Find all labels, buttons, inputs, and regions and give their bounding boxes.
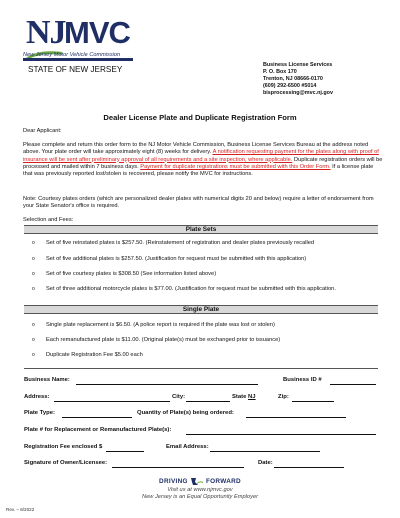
selection-label: Selection and Fees: — [23, 217, 74, 223]
business-id-field[interactable] — [330, 384, 376, 385]
option-label: Set of five courtesy plates is $308.50 (See information listed above) — [46, 271, 217, 277]
option-label: Set of five additional plates is $257.50. (Justification for request must be submitted with this application) — [46, 256, 307, 262]
forward-text: FORWARD — [205, 478, 241, 486]
intro-text-1: Please complete and return this order form to the NJ Motor Vehicle Commission, Business License Services Bureau at the address noted above. Your plate order will take approximately eight (8) weeks for delivery. — [23, 142, 369, 156]
plate-type-label: Plate Type: — [24, 410, 55, 416]
quantity-field[interactable] — [246, 417, 346, 418]
zip-label: Zip: — [278, 394, 289, 400]
plate-sets-heading: Plate Sets — [24, 225, 378, 234]
address-email: bisprocessing@mvc.nj.gov — [263, 90, 333, 96]
email-label: Email Address: — [166, 444, 209, 450]
option-label: Set of three additional motorcycle plates is $77.00. (Justification for request must be submitted with this application. — [46, 286, 336, 292]
intro-text-3: If a license plate that was previously reported lost/stolen is recovered, please notify the MVC for instructions. — [23, 163, 374, 178]
courtesy-note: Note: Courtesy plates orders (which are personalized dealer plates with numerical digits 20 and below) require a letter of endorsement from your State Senator's office is required. — [23, 196, 374, 210]
city-field[interactable] — [186, 401, 230, 402]
signature-label: Signature of Owner/Licensee: — [24, 460, 108, 466]
plate-type-field[interactable] — [62, 417, 132, 418]
plate-set-option[interactable] — [32, 240, 382, 247]
address-label: Address: — [24, 394, 50, 400]
address-dept: Business License Services — [263, 62, 333, 68]
option-bullet-icon: o — [32, 322, 35, 328]
plate-replacement-label: Plate # for Replacement or Remanufactured Plate(s): — [24, 427, 172, 433]
logo-nj-text: NJ — [26, 14, 66, 51]
footer-eoe: New Jersey is an Equal Opportunity Employer — [141, 494, 258, 500]
plate-set-option[interactable] — [32, 271, 382, 278]
logo-underline — [23, 58, 133, 61]
address-field[interactable] — [54, 401, 170, 402]
fee-enclosed-field[interactable] — [106, 451, 144, 452]
signature-field[interactable] — [112, 467, 244, 468]
single-plate-option[interactable] — [32, 337, 382, 344]
section-divider — [24, 368, 378, 369]
driving-text: DRIVING — [159, 478, 188, 486]
option-bullet-icon: o — [32, 337, 35, 343]
option-bullet-icon: o — [32, 352, 35, 358]
revision-date: Rev. – 6/2022 — [6, 507, 35, 512]
option-label: Each remanufactured plate is $11.00. (Original plate(s) must be exchanged prior to issuance) — [46, 337, 281, 343]
intro-paragraph — [23, 142, 383, 178]
business-name-field[interactable] — [76, 384, 258, 385]
option-bullet-icon: o — [32, 286, 35, 292]
email-field[interactable] — [210, 451, 320, 452]
form-title: Dealer License Plate and Duplicate Registration Form — [103, 113, 297, 122]
single-plate-option[interactable] — [32, 322, 382, 329]
option-label: Set of five reinstated plates is $257.50. (Reinstatement of registration and dealer plates previously recalled — [46, 240, 315, 246]
state-label-text: State — [232, 394, 247, 400]
intro-red-notice-2: Payment for duplicate registrations must be submitted with this Order Form. — [140, 163, 331, 170]
zip-field[interactable] — [292, 401, 334, 402]
intro-red-notice-1: A notification requesting payment for the plates along with proof of insurance will be sent after preliminary approval of all requirements and a site inspection, where applicable. — [23, 149, 379, 163]
state-value: NJ — [248, 394, 256, 400]
option-bullet-icon: o — [32, 256, 35, 262]
city-label: City: — [172, 394, 186, 400]
driving-forward-logo — [0, 477, 400, 486]
date-field[interactable] — [274, 467, 344, 468]
fee-enclosed-label: Registration Fee enclosed $ — [24, 444, 103, 450]
contact-address — [263, 62, 333, 97]
option-bullet-icon: o — [32, 240, 35, 246]
address-phone: (609) 292-6500 #5014 — [263, 83, 317, 89]
option-label: Single plate replacement is $6.50. (A police report is required if the plate was lost or stolen) — [46, 322, 275, 328]
date-label: Date: — [258, 460, 273, 466]
address-city: Trenton, NJ 08666-0170 — [263, 76, 323, 82]
quantity-label: Quantity of Plate(s) being ordered: — [137, 410, 234, 416]
footer-website: Visit us at www.njmvc.gov — [167, 487, 233, 493]
option-bullet-icon: o — [32, 271, 35, 277]
state-line: STATE OF NEW JERSEY — [28, 65, 123, 74]
nj-state-icon — [190, 477, 204, 486]
plate-set-option[interactable] — [32, 256, 382, 263]
intro-text-2: Duplicate registration orders will be processed and mailed within 7 business days. — [23, 156, 383, 170]
option-label: Duplicate Registration Fee $5.00 each — [46, 352, 143, 358]
single-plate-heading: Single Plate — [24, 305, 378, 314]
logo-mvc-text: MVC — [64, 15, 130, 50]
logo-caption: New Jersey Motor Vehicle Commission — [23, 52, 121, 58]
plate-set-option[interactable] — [32, 286, 382, 293]
single-plate-option[interactable] — [32, 352, 382, 359]
state-label — [232, 394, 256, 400]
business-name-label: Business Name: — [24, 377, 70, 383]
salutation: Dear Applicant: — [23, 128, 62, 134]
address-pobox: P. O. Box 170 — [263, 69, 297, 75]
plate-replacement-field[interactable] — [186, 434, 376, 435]
business-id-label: Business ID # — [283, 377, 322, 383]
